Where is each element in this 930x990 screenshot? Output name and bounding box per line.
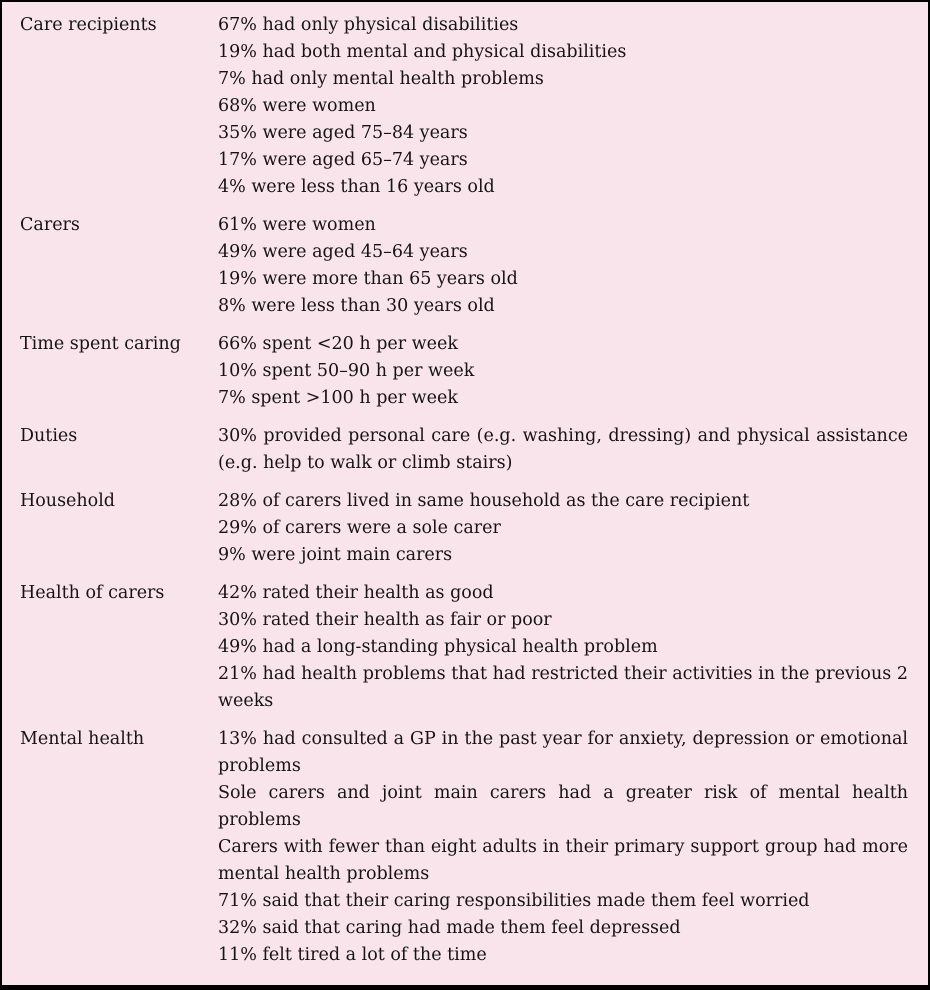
row-item: 67% had only physical disabilities: [218, 15, 519, 35]
row-item: 13% had consulted a GP in the past year for anxiety, depression or emotional problems: [218, 729, 908, 776]
row-items: [218, 488, 908, 569]
row-label: Mental health: [20, 729, 145, 749]
row-item: Sole carers and joint main carers had a greater risk of mental health problems: [218, 783, 908, 830]
row-items: [218, 331, 908, 412]
row-item: 42% rated their health as good: [218, 583, 494, 603]
table-row: [20, 488, 908, 569]
row-item: 8% were less than 30 years old: [218, 296, 495, 316]
table-row: [20, 212, 908, 320]
row-label: Health of carers: [20, 583, 165, 603]
row-item: 32% said that caring had made them feel depressed: [218, 918, 681, 938]
row-item: 10% spent 50–90 h per week: [218, 361, 475, 381]
table-row: [20, 726, 908, 969]
row-item: 7% had only mental health problems: [218, 69, 544, 89]
row-item: 71% said that their caring responsibilities made them feel worried: [218, 891, 810, 911]
row-item: 35% were aged 75–84 years: [218, 123, 468, 143]
row-item: 49% had a long-standing physical health problem: [218, 637, 658, 657]
row-items: [218, 726, 908, 969]
row-items: [218, 580, 908, 715]
row-label: Duties: [20, 426, 78, 446]
row-label: Time spent caring: [20, 334, 181, 354]
row-item: 21% had health problems that had restricted their activities in the previous 2 weeks: [218, 664, 908, 711]
row-item: 4% were less than 16 years old: [218, 177, 495, 197]
row-item: 9% were joint main carers: [218, 545, 453, 565]
table-row: [20, 423, 908, 477]
row-item: Carers with fewer than eight adults in their primary support group had more mental health problems: [218, 837, 908, 884]
row-label: Care recipients: [20, 15, 157, 35]
row-item: 30% rated their health as fair or poor: [218, 610, 552, 630]
row-label: Household: [20, 491, 116, 511]
row-label: Carers: [20, 215, 80, 235]
row-items: [218, 12, 908, 201]
row-item: 61% were women: [218, 215, 376, 235]
row-item: 30% provided personal care (e.g. washing, dressing) and physical assistance (e.g. help to walk or climb stairs): [218, 426, 908, 473]
row-item: 17% were aged 65–74 years: [218, 150, 468, 170]
row-items: [218, 423, 908, 477]
row-items: [218, 212, 908, 320]
row-item: 7% spent >100 h per week: [218, 388, 458, 408]
row-item: 49% were aged 45–64 years: [218, 242, 468, 262]
table-row: [20, 580, 908, 715]
table-row: [20, 12, 908, 201]
row-item: 19% had both mental and physical disabilities: [218, 42, 627, 62]
row-item: 66% spent <20 h per week: [218, 334, 458, 354]
row-item: 11% felt tired a lot of the time: [218, 945, 487, 965]
table-row: [20, 331, 908, 412]
row-item: 68% were women: [218, 96, 376, 116]
row-item: 28% of carers lived in same household as the care recipient: [218, 491, 750, 511]
row-item: 19% were more than 65 years old: [218, 269, 518, 289]
row-item: 29% of carers were a sole carer: [218, 518, 501, 538]
